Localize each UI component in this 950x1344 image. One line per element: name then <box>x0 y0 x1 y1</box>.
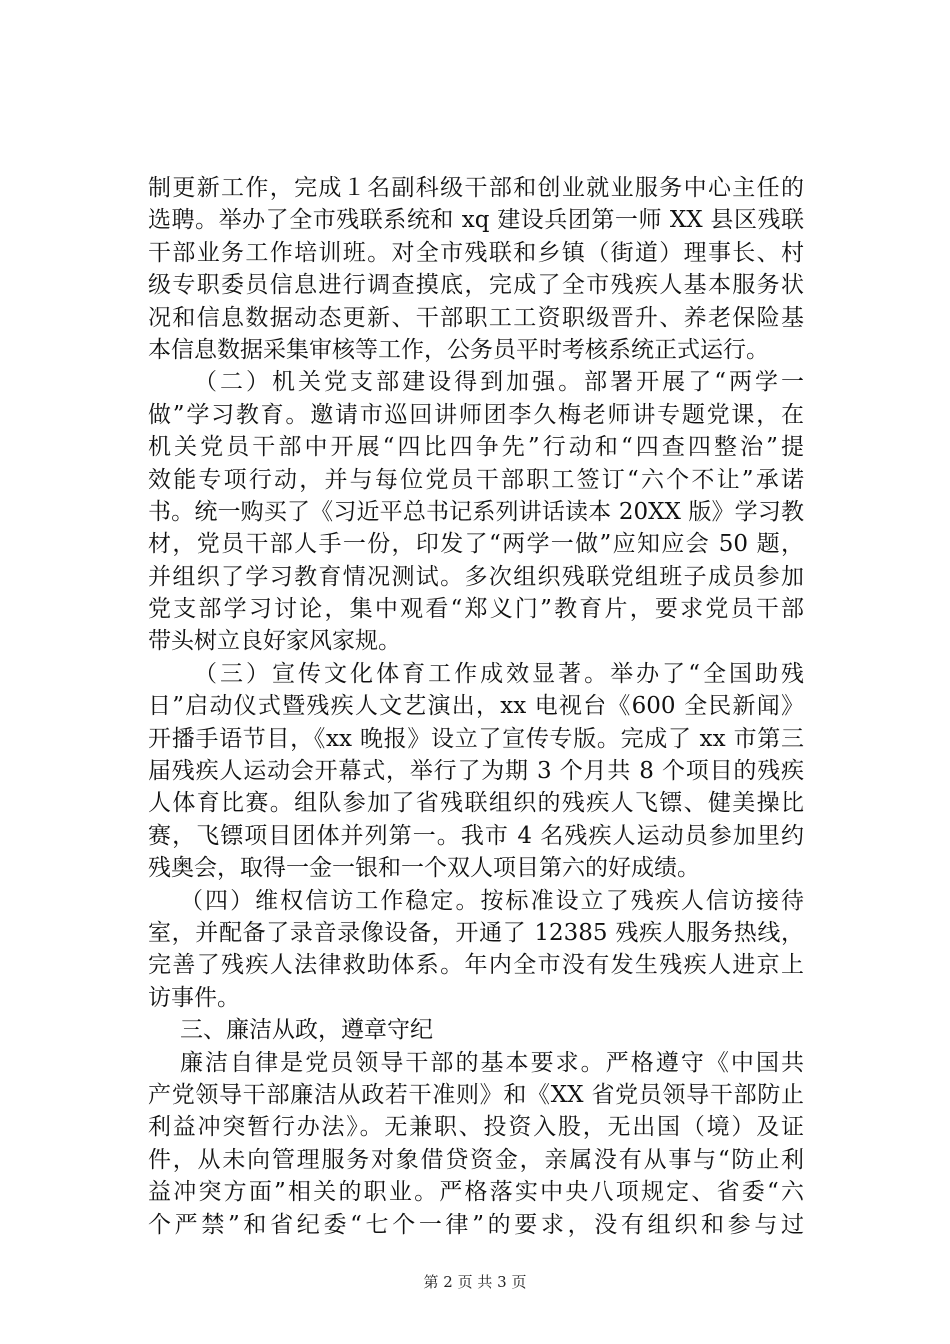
text-line: 残奥会，取得一金一银和一个双人项目第六的好成绩。 <box>148 855 700 882</box>
text-line: 利益冲突暂行办法》。无兼职、投资入股，无出国（境）及证 <box>148 1114 804 1141</box>
text-line: 级专职委员信息进行调查摸底，完成了全市残疾人基本服务状 <box>148 272 804 299</box>
text-line: 并组织了学习教育情况测试。多次组织残联党组班子成员参加 <box>148 563 804 590</box>
text-line: 干部业务工作培训班。对全市残联和乡镇（街道）理事长、村 <box>148 239 804 266</box>
text-line: （二）机关党支部建设得到加强。部署开展了“两学一 <box>194 369 804 396</box>
text-line: 益冲突方面”相关的职业。严格落实中央八项规定、省委“六 <box>148 1179 804 1206</box>
text-line: 况和信息数据动态更新、干部职工工资职级晋升、养老保险基 <box>148 304 804 331</box>
text-line: 人体育比赛。组队参加了省残联组织的残疾人飞镖、健美操比 <box>148 790 804 817</box>
text-line: 届残疾人运动会开幕式，举行了为期 3 个月共 8 个项目的残疾 <box>148 758 804 785</box>
text-line: 开播手语节目，《xx 晚报》设立了宣传专版。完成了 xx 市第三 <box>148 725 804 752</box>
text-line: 访事件。 <box>148 984 240 1011</box>
text-line: 制更新工作，完成１名副科级干部和创业就业服务中心主任的 <box>148 175 804 201</box>
text-line: （三）宣传文化体育工作成效显著。举办了“全国助残 <box>194 660 804 687</box>
text-line: 选聘。举办了全市残联系统和 xq 建设兵团第一师 XX 县区残联 <box>148 207 804 234</box>
text-line: 书。统一购买了《习近平总书记系列讲话读本 20XX 版》学习教 <box>148 498 804 525</box>
page-footer: 第 2 页 共 3 页 <box>423 1273 527 1291</box>
text-line: 赛，飞镖项目团体并列第一。我市 4 名残疾人运动员参加里约 <box>148 822 804 849</box>
text-line: 效能专项行动，并与每位党员干部职工签订“六个不让”承诺 <box>148 466 804 493</box>
text-line: 做”学习教育。邀请市巡回讲师团李久梅老师讲专题党课，在 <box>148 401 804 428</box>
text-line: 日”启动仪式暨残疾人文艺演出，xx 电视台《600 全民新闻》 <box>148 693 804 720</box>
text-line: 件，从未向管理服务对象借贷资金，亲属没有从事与“防止利 <box>148 1146 804 1173</box>
text-line: 个严禁”和省纪委“七个一律”的要求，没有组织和参与过 <box>148 1211 804 1238</box>
document-body <box>148 172 804 1241</box>
text-line: 产党领导干部廉洁从政若干准则》和《XX 省党员领导干部防止 <box>148 1081 804 1108</box>
text-line: 党支部学习讨论，集中观看“郑义门”教育片，要求党员干部 <box>148 596 804 623</box>
text-line: 本信息数据采集审核等工作，公务员平时考核系统正式运行。 <box>148 336 769 363</box>
text-line: 三、廉洁从政，遵章守纪 <box>180 1017 433 1044</box>
text-line: 机关党员干部中开展“四比四争先”行动和“四查四整治”提 <box>148 434 804 461</box>
text-line: 完善了残疾人法律救助体系。年内全市没有发生残疾人进京上 <box>148 952 804 979</box>
text-line: （四）维权信访工作稳定。按标准设立了残疾人信访接待 <box>180 887 804 914</box>
text-line: 带头树立良好家风家规。 <box>148 628 401 655</box>
text-line: 材，党员干部人手一份，印发了“两学一做”应知应会 50 题， <box>148 531 804 558</box>
text-line: 廉洁自律是党员领导干部的基本要求。严格遵守《中国共 <box>180 1049 804 1076</box>
text-line: 室，并配备了录音录像设备，开通了 12385 残疾人服务热线， <box>148 919 804 946</box>
